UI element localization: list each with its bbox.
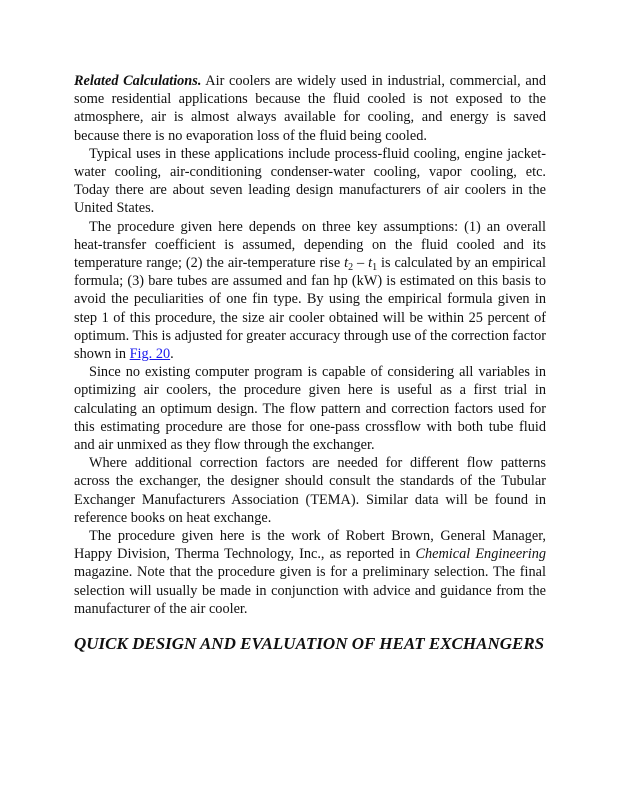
section-heading: QUICK DESIGN AND EVALUATION OF HEAT EXCHANGERS	[74, 634, 545, 654]
lead-in-heading: Related Calculations.	[74, 73, 202, 89]
paragraph-computer-program	[74, 363, 546, 454]
subscript: 2	[348, 262, 354, 274]
paragraph-text: Since no existing computer program is capable of considering all variables in optimizing air coolers, the procedure given here is useful as a first trial in calculating an optimum design. The flow pattern and correction factors used for this estimating procedure are those for one-pass crossflow with both tube fluid and air unmixed as they flow through the exchanger.	[74, 364, 546, 454]
figure-link[interactable]: Fig. 20	[129, 346, 171, 363]
paragraph-text: The procedure given here depends on three key assumptions: (1) an overall heat-transfer coefficient is assumed, depending on the fluid cooled and its temperature range; (2) the air-temperature rise	[74, 218, 546, 272]
paragraph-text: Air coolers are widely used in industrial, commercial, and some residential applications because the fluid cooled is not exposed to the atmosphere, air is almost always available for cooling, and energy is saved because there is no evaporation loss of the fluid being cooled.	[74, 73, 546, 144]
magazine-title: Chemical Engineering	[415, 546, 546, 563]
variable-t: t	[344, 255, 349, 272]
paragraph-text: The procedure given here is the work of Robert Brown, General Manager, Happy Division, Therma Technology, Inc., as reported in	[74, 528, 546, 563]
subscript: 1	[372, 262, 378, 274]
paragraph-text: is calculated by an empirical formula; (3) bare tubes are assumed and fan hp (kW) is estimated on this basis to avoid the peculiarities of one fin type. By using the empirical formula given in step 1 of this procedure, the size air cooler obtained will be within 25 percent of optimum. This is adjusted for greater accuracy through use of the correction factor shown in	[74, 255, 546, 363]
document-page	[74, 72, 546, 654]
paragraph-typical-uses	[74, 145, 546, 218]
paragraph-procedure-assumptions	[74, 218, 546, 364]
paragraph-correction-factors	[74, 454, 546, 527]
paragraph-text: Where additional correction factors are needed for different flow patterns across the exchanger, the designer should consult the standards of the Tubular Exchanger Manufacturers Association (TEMA). Similar data will be found in reference books on heat exchange.	[74, 455, 546, 526]
paragraph-related-calculations	[74, 72, 546, 145]
paragraph-text: .	[170, 346, 174, 363]
minus-sign: –	[353, 255, 369, 272]
paragraph-text: magazine. Note that the procedure given is for a preliminary selection. The final selection will usually be made in conjunction with advice and guidance from the manufacturer of the air cooler.	[74, 564, 546, 617]
paragraph-credit	[74, 527, 546, 618]
paragraph-text: Typical uses in these applications include process-fluid cooling, engine jacket-water cooling, air-conditioning condenser-water cooling, vapor cooling, etc. Today there are about seven leading design manufacturers of air coolers in the United States.	[74, 145, 546, 217]
variable-t: t	[368, 255, 373, 272]
